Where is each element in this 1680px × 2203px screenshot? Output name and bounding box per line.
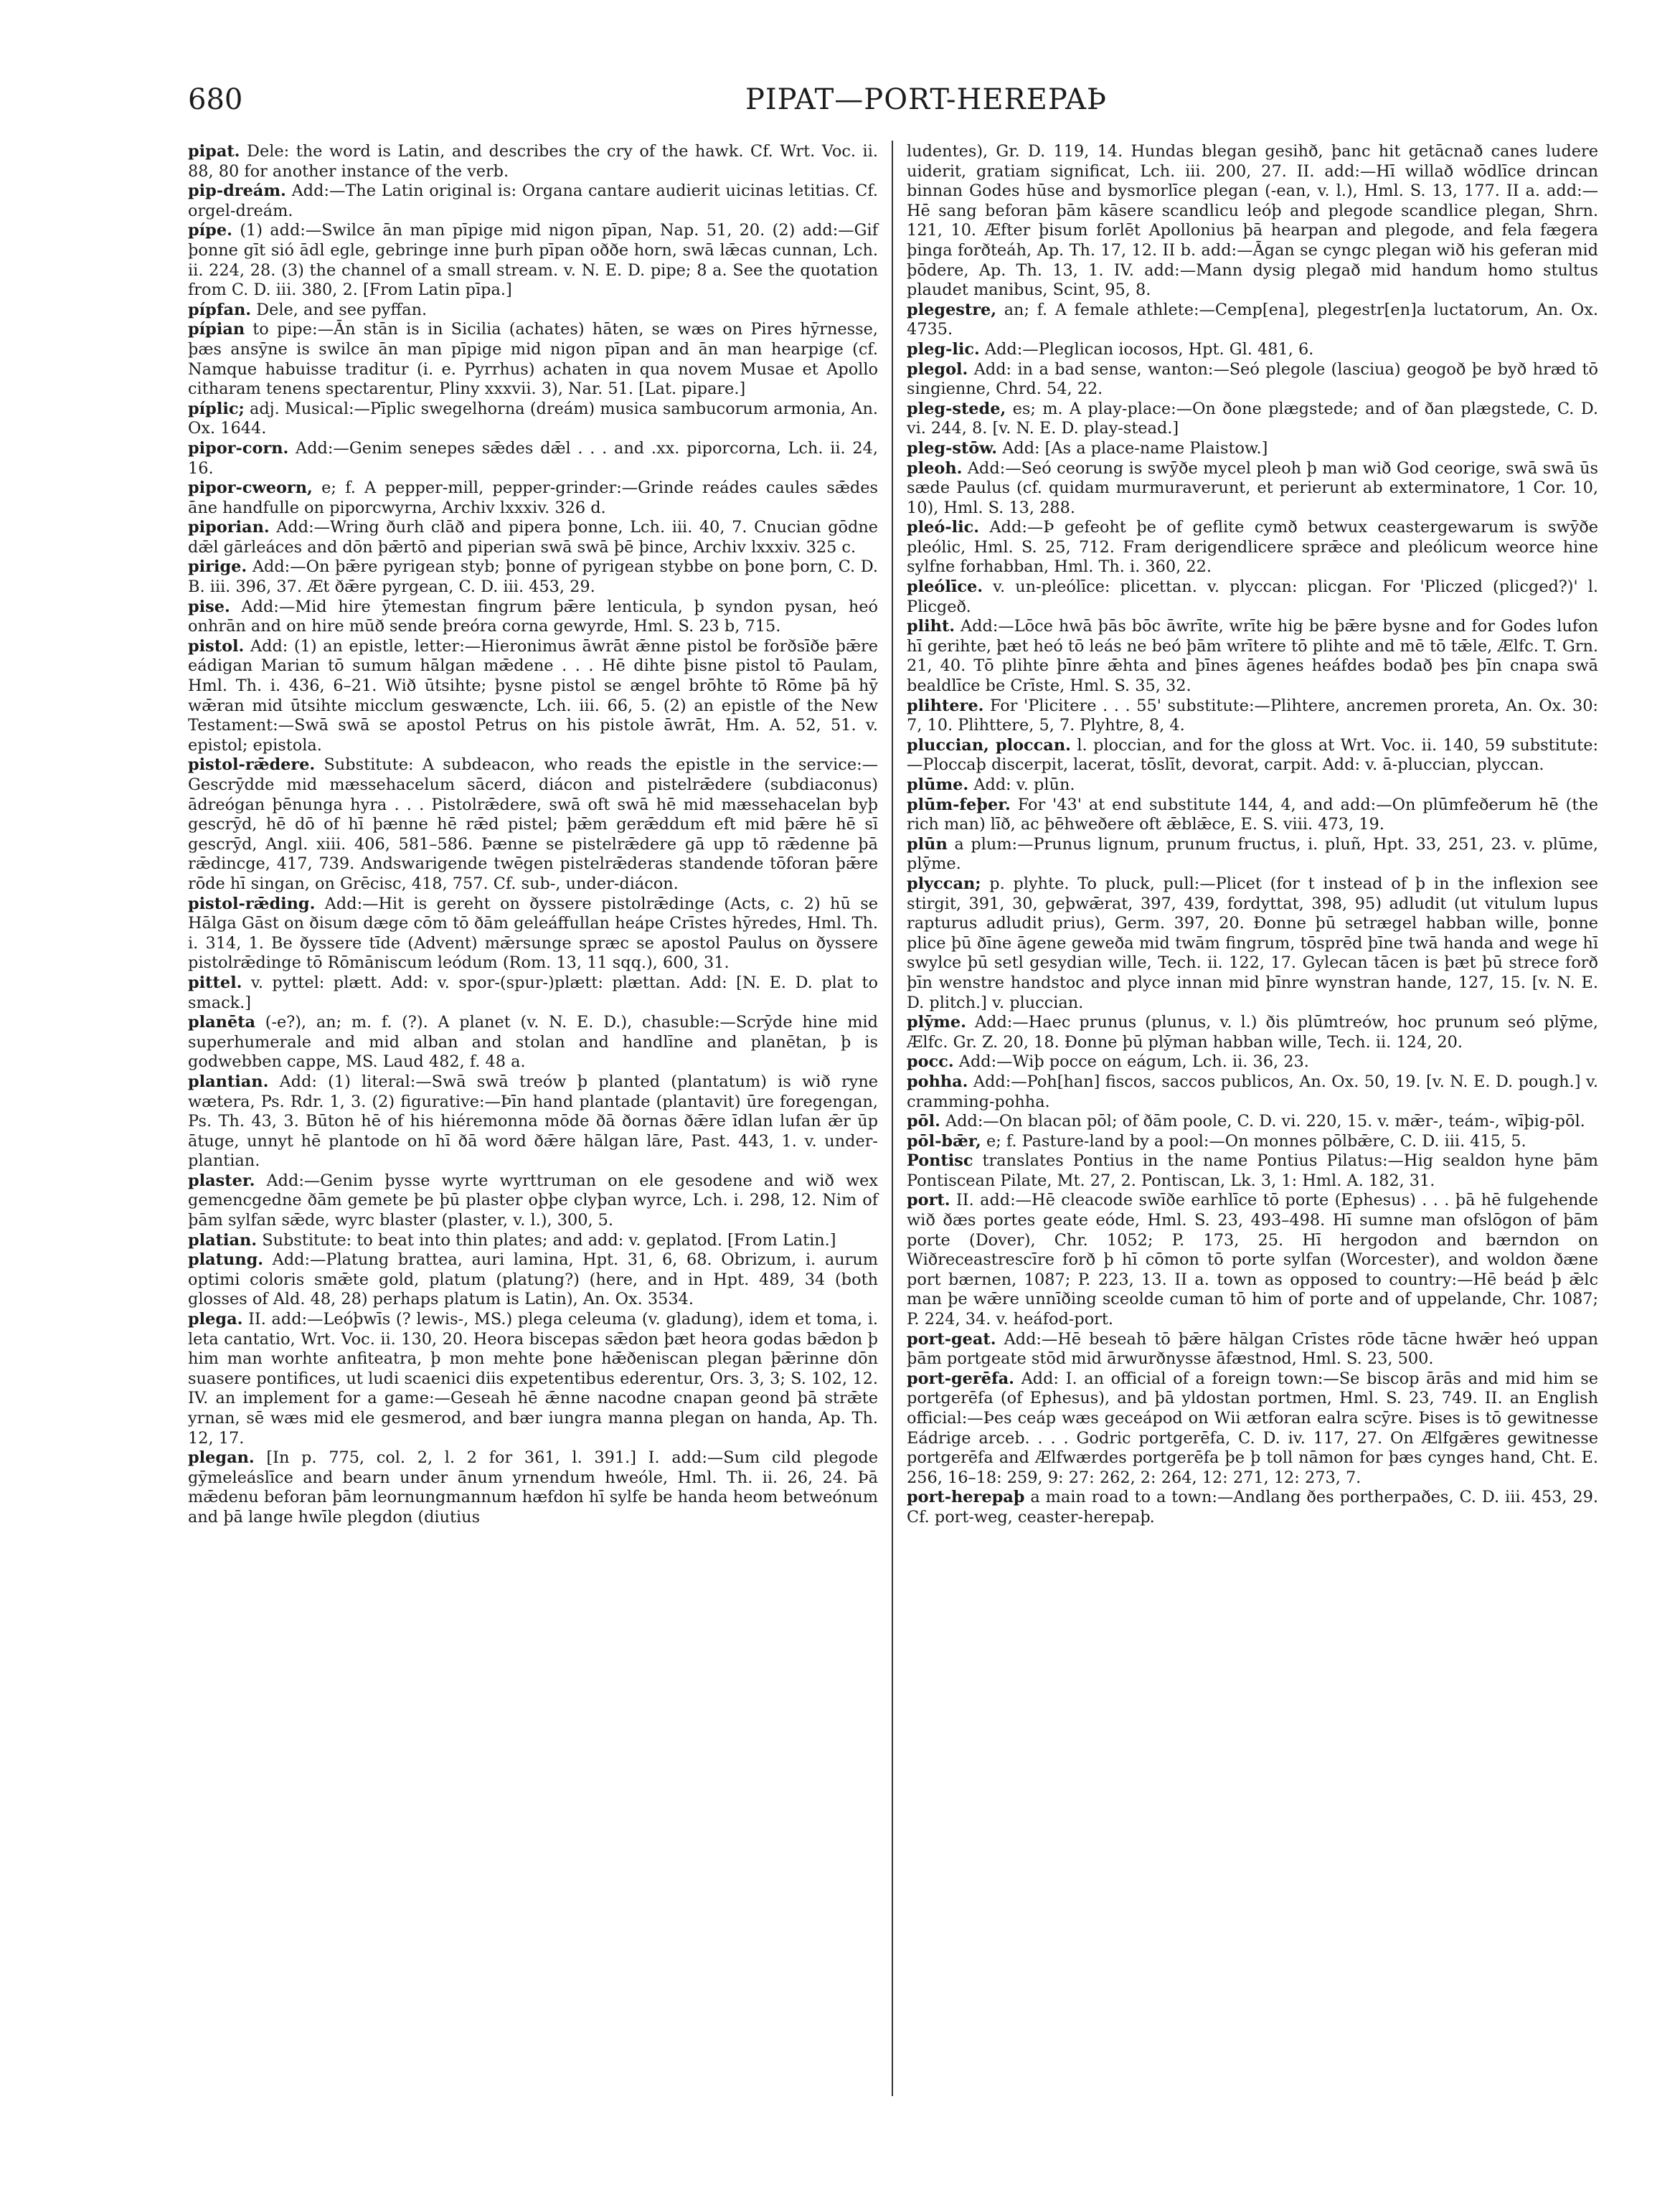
left-column [188,142,878,1528]
entry-headword: pohha. [907,1072,968,1091]
entry-text: Add:—On þǣre pyrigean styb; þonne of pyrigean stybbe on þone þorn, C. D. B. iii. 396, 37. Æt ðǣre pyrgean, C. D. iii. 453, 29. [188,557,878,597]
entry-text: II. add:—Hē cleacode swīðe earhlīce tō porte (Ephesus) . . . þā hē fulgehende wið ðæs portes geate eóde, Hml. S. 23, 493–498. Hī sumne man ofslōgon of þām porte (Dover), Chr. 1052; P. 173, 25. Hī hergodon and bærndon on Wiðreceastrescīre forð þ hī cōmon tō porte sylfan (Worcester), and woldon ðæne port bærnen, 1087; P. 223, 13. II a. town as opposed to country:—Hē beád þ ǣlc man þe wǣre unnīðing sceolde cuman tō him of porte and of uppelande, Chr. 1087; P. 224, 34. v. heáfod-port. [907,1191,1598,1329]
dictionary-entry [188,1231,878,1251]
entry-headword: port. [907,1191,950,1210]
entry-text: Add:—Wiþ pocce on eágum, Lch. ii. 36, 23. [958,1052,1309,1072]
dictionary-entry [188,1448,878,1527]
entry-text: a plum:—Prunus lignum, prunum fructus, i. pluñ, Hpt. 33, 251, 23. v. plūme, plȳme. [907,834,1598,874]
dictionary-entry [907,1052,1598,1072]
entry-headword: pleó-lic. [907,518,980,537]
entry-headword: pirige. [188,557,247,577]
page-number: 680 [188,83,243,116]
entry-headword: pípian [188,320,245,339]
entry-text: an; f. A female athlete:—Cemp[ena], plegestr[en]a luctatorum, An. Ox. 4735. [907,300,1599,339]
entry-text: e; f. A pepper-mill, pepper-grinder:—Grinde reádes caules sǣdes āne handfulle on piporcwyrna, Archiv lxxxiv. 326 d. [188,478,878,517]
entry-text: Add:—Wring ðurh clāð and pipera þonne, Lch. iii. 40, 7. Cnucian gōdne dǣl gārleáces and dōn þǣrtō and piperian swā swā þē þince, Archiv lxxxiv. 325 c. [188,518,879,557]
entry-headword: plyccan; [907,874,981,893]
entry-headword: pleg-stōw. [907,438,998,458]
entry-text: v. un-pleólīce: plicettan. v. plyccan: plicgan. For 'Pliczed (plicged?)' l. Plicgeð. [907,577,1598,616]
entry-text: For 'Plicitere . . . 55' substitute:—Plihtere, ancremen proreta, An. Ox. 30: 7, 10. Plihttere, 5, 7. Plyhtre, 8, 4. [907,696,1598,735]
entry-headword: pōl-bǣr, [907,1131,981,1151]
entry-text: Add:—On blacan pōl; of ðām poole, C. D. vi. 220, 15. v. mǣr-, teám-, wīþig-pōl. [945,1112,1585,1131]
dictionary-entry [907,577,1598,617]
entry-headword: planēta [188,1013,256,1032]
dictionary-entry [188,1310,878,1448]
dictionary-entry [907,1072,1598,1112]
entry-text: e; f. Pasture-land by a pool:—On monnes pōlbǣre, C. D. iii. 415, 5. [986,1131,1526,1151]
entry-text: Add:—Genim þysse wyrte wyrttruman on ele gesodene and wið wex gemencgedne ðām gemete þe þū plaster oþþe clyþan wyrce, Lch. i. 298, 12. Nim of þām sylfan sǣde, wyrc blaster (plaster, v. l.), 300, 5. [188,1171,878,1230]
entry-headword: plūme. [907,775,969,794]
dictionary-entry [907,736,1598,775]
entry-text: [In p. 775, col. 2, l. 2 for 361, l. 391.] I. add:—Sum cild plegode gȳmeleáslīce and bearn under ānum yrnendum hweóle, Hml. Th. ii. 26, 24. Þā mǣdenu beforan þām leornungmannum hæfdon hī sylfe be handa heom betweónum and þā lange hwīle plegdon (diutius [188,1448,878,1527]
dictionary-entry [907,775,1598,796]
dictionary-entry [188,1171,878,1231]
dictionary-entry [907,1191,1598,1329]
dictionary-entry [188,637,878,756]
dictionary-entry [188,320,878,399]
entry-headword: pocc. [907,1052,954,1072]
entry-headword: plaster. [188,1171,255,1190]
entry-headword: pistol. [188,636,245,656]
entry-headword: port-gerēfa. [907,1369,1014,1388]
dictionary-entry [188,973,878,1013]
entry-headword: pip-dreám. [188,181,286,201]
dictionary-entry [188,895,878,973]
dictionary-entry [188,400,878,439]
entry-headword: pípfan. [188,300,252,319]
entry-text: v. pyttel: plætt. Add: v. spor-(spur-)plætt: plættan. Add: [N. E. D. plat to smack.] [188,973,878,1012]
dictionary-entry [907,439,1598,459]
dictionary-entry [907,1132,1598,1152]
entry-headword: piporian. [188,518,270,537]
entry-text: Add:—Þ gefeoht þe of geflite cymð betwux ceastergewarum is swȳðe pleólic, Hml. S. 25, 712. Fram derigendlicere sprǣce and pleólicum weorce hine sylfne forhabban, Hml. Th. i. 360, 22. [907,518,1598,577]
entry-headword: pipor-cweorn, [188,478,313,498]
entry-text: Substitute: A subdeacon, who reads the epistle in the service:—Gescrȳdde mid mæssehacelum sācerd, diácon and pistelrǣdere (subdiaconus) ādreógan þēnunga hyra . . . Pistolrǣdere, swā oft swā hē mid mæssehacelan byþ gescrȳd, hē dō of hī þænne hē rǣd pistel; þǣm gerǣddum eft mid þǣre hē sī gescrȳd, Angl. xiii. 406, 581–586. Þænne se pistelrǣdere gā upp tō rǣdenne þā rǣdincge, 417, 739. Andswarigende twēgen pistelrǣderas standende tōforan þǣre rōde hī singan, on Grēcisc, 418, 757. Cf. sub-, under-diácon. [188,755,878,893]
entry-text: Add: (1) literal:—Swā swā treów þ planted (plantatum) is wið ryne wætera, Ps. Rdr. 1, 3. (2) figurative:—Þīn hand plantade (plantavit) ūre foregengan, Ps. Th. 43, 3. Būton hē of his hiéremonna mōde ðā ðornas ðǣre īdlan lufan ǣr ūp ātuge, unnyt hē plantode on hī ðā word ðǣre hālgan lāre, Past. 443, 1. v. under-plantian. [188,1072,878,1171]
entry-headword: plegan. [188,1448,255,1468]
entry-headword: platian. [188,1230,258,1250]
dictionary-entry [188,1013,878,1072]
entry-text: II. add:—Leóþwīs (? lewis-, MS.) plega celeuma (v. gladung), idem et toma, i. leta cantatio, Wrt. Voc. ii. 130, 20. Heora biscepas sǣdon þæt heora godas bǣdon þ him man worhte anfiteatra, þ mon mehte þone hǣðeniscan plegan þǣrinne dōn suasere pontifices, ut ludi scaenici diis expetentibus ederentur, Ors. 3, 3; S. 102, 12. IV. an implement for a game:—Geseah hē ǣnne nacodne cnapan geond þā strǣte yrnan, sē wæs mid ele gesmerod, and bær iungra manna plegan on handa, Ap. Th. 12, 17. [188,1310,878,1448]
entry-text: For '43' at end substitute 144, 4, and add:—On plūmfeðerum hē (the rich man) līð, ac þēhweðere oft ǣblǣce, E. S. viii. 473, 19. [907,795,1598,834]
entry-text: Add: in a bad sense, wanton:—Seó plegole (lasciua) geogoð þe byð hræd tō singienne, Chrd. 54, 22. [907,359,1598,399]
entry-headword: plūm-feþer. [907,795,1011,814]
running-head: PIPAT—PORT-HEREPAÞ [745,83,1108,116]
dictionary-entry [907,617,1598,696]
entry-text: Add: [As a place-name Plaistow.] [1002,438,1268,458]
entry-text: ludentes), Gr. D. 119, 14. Hundas blegan gesihð, þanc hit getācnað canes ludere uiderit, gratiam significat, Lch. iii. 200, 27. II. add:—Hī willað wōdlīce drincan binnan Godes hūse and bysmorlīce plegan (-ean, v. l.), Hml. S. 13, 177. II a. add:—Hē sang beforan þām kāsere scandlicu leóþ and plegode scandlice plegan, Shrn. 121, 10. Æfter þisum forlēt Apollonius þā hearpan and plegode, and fela fægera þinga forðteáh, Ap. Th. 17, 12. II b. add:—Āgan se cyngc plegan wið his geferan mid þōdere, Ap. Th. 13, 1. IV. add:—Mann dysig plegað mid handum homo stultus plaudet manibus, Scint, 95, 8. [907,142,1598,300]
entry-headword: plihtere. [907,696,984,715]
dictionary-entry [188,439,878,478]
entry-text: Substitute: to beat into thin plates; and add: v. geplatod. [From Latin.] [262,1230,836,1250]
entry-text: Add:—The Latin original is: Organa cantare audierit uicinas letitias. Cf. orgel-dreám. [188,181,878,220]
entry-headword: pleoh. [907,458,963,478]
entry-text: p. plyhte. To pluck, pull:—Plicet (for t instead of þ in the inflexion see stirgit, 391, 30, geþwǣrat, 397, 439, fordyttat, 398, 95) adludit (ut vitulum lupus rapturus adludit prius), Germ. 397, 20. Ðonne þū setrægel habban wille, þonne plice þū ðīne āgene geweða mid twām fingrum, tōsprēd þīne twā handa and wege hī swylce þū setl gesydian wille, Tech. ii. 122, 17. Gylecan tācen is þæt þū strece forð þīn wenstre handstoc and plyce innan mid þīnre wynstran hande, 127, 15. [v. N. E. D. plitch.] v. pluccian. [907,874,1598,1012]
entry-headword: píplic; [188,399,245,418]
entry-text: l. ploccian, and for the gloss at Wrt. Voc. ii. 140, 59 substitute:—Ploccaþ discerpit, lacerat, tōslīt, devorat, carpit. Add: v. ā-pluccian, plyccan. [907,735,1598,775]
dictionary-entry [188,1072,878,1171]
entry-headword: pittel. [188,973,242,992]
entry-headword: port-geat. [907,1329,996,1349]
entry-headword: pōl. [907,1112,940,1131]
entry-text: to pipe:—Ān stān is in Sicilia (achates) hāten, se wæs on Pires hȳrnesse, þæs ansȳne is swilce ān man pīpige mid nigon pīpan and ān man hearpige (cf. Namque habuisse traditur (i. e. Pyrrhus) achaten in qua novem Musae et Apollo citharam tenens spectarentur, Pliny xxxvii. 3), Nar. 51. [Lat. pipare.] [188,320,878,399]
entry-text: Add:—Platung brattea, auri lamina, Hpt. 31, 6, 68. Obrizum, i. aurum optimi coloris smǣte gold, platum (platung?) (here, and in Hpt. 489, 34 (both glosses of Ald. 48, 28) perhaps platum is Latin), An. Ox. 3534. [188,1250,878,1309]
entry-text: Add: I. an official of a foreign town:—Se biscop ārās and mid him se portgerēfa (of Ephesus), and þā yldostan portmen, Hml. S. 23, 749. II. an English official:—Þes ceáp wæs geceápod on Wii ætforan ealra scȳre. Þises is tō gewitnesse Eádrige arceb. . . . Godric portgerēfa, C. D. iv. 117, 27. On Ælfgǣres gewitnesse portgerēfa and Ælfwærdes portgerēfa þe þ toll nāmon for þæs cynges hand, Cht. E. 256, 16–18: 259, 9: 27: 262, 2: 264, 12: 271, 12: 273, 7. [907,1369,1598,1487]
entry-headword: plȳme. [907,1013,966,1032]
dictionary-entry [907,1151,1598,1191]
dictionary-entry [188,478,878,518]
entry-headword: plantian. [188,1072,269,1091]
dictionary-entry [907,1369,1598,1489]
dictionary-entry [188,181,878,221]
entry-headword: pípe. [188,221,232,240]
dictionary-entry [188,221,878,300]
entry-headword: pleólīce. [907,577,983,597]
entry-text: (-e?), an; m. f. (?). A planet (v. N. E. D.), chasuble:—Scrȳde hine mid superhumerale and mid alban and stolan and handlīne and planētan, þ is godwebben cappe, MS. Laud 482, f. 48 a. [188,1013,878,1072]
dictionary-entry [188,557,878,597]
dictionary-entry [907,697,1598,736]
entry-headword: port-herepaþ [907,1488,1025,1507]
dictionary-entry [907,1112,1598,1132]
right-column [907,142,1598,1528]
dictionary-entry [907,301,1598,340]
entry-text: Add:—Seó ceorung is swȳðe mycel pleoh þ man wið God ceorige, swā swā ūs sæde Paulus (cf. quidam murmuraverunt, et perierunt ab exterminatore, 1 Cor. 10, 10), Hml. S. 13, 288. [907,458,1598,517]
dictionary-entry [907,1013,1598,1052]
dictionary-entry [188,1250,878,1310]
entry-text: Dele, and see pyffan. [256,300,428,319]
dictionary-entry [907,360,1598,400]
entry-headword: pistol-rǣding. [188,894,316,913]
entry-text: Add:—Genim senepes sǣdes dǣl . . . and .xx. piporcorna, Lch. ii. 24, 16. [188,438,879,478]
entry-headword: pliht. [907,617,955,636]
entry-headword: pistol-rǣdere. [188,755,316,775]
entry-headword: pleg-lic. [907,339,980,359]
entry-text: adj. Musical:—Pīplic swegelhorna (dreám) musica sambucorum armonia, An. Ox. 1644. [188,399,878,438]
entry-text: a main road to a town:—Andlang ðes portherpaðes, C. D. iii. 453, 29. Cf. port-weg, ceaster-herepaþ. [907,1488,1598,1527]
entry-text: (1) add:—Swilce ān man pīpige mid nigon pīpan, Nap. 51, 20. (2) add:—Gif þonne gīt sió ādl egle, gebringe inne þurh pīpan oððe horn, swā lǣcas cunnan, Lch. ii. 224, 28. (3) the channel of a small stream. v. N. E. D. pipe; 8 a. See the quotation from C. D. iii. 380, 2. [From Latin pīpa.] [188,221,878,300]
entry-headword: pipor-corn. [188,438,289,458]
dictionary-entry [907,518,1598,577]
entry-text: Add:—Poh[han] fiscos, saccos publicos, An. Ox. 50, 19. [v. N. E. D. pough.] v. cramming-pohha. [907,1072,1598,1111]
entry-headword: platung. [188,1250,264,1270]
entry-headword: plega. [188,1310,243,1329]
column-divider [892,141,893,2096]
dictionary-entry [907,400,1598,439]
entry-text: Dele: the word is Latin, and describes the cry of the hawk. Cf. Wrt. Voc. ii. 88, 80 for another instance of the verb. [188,142,878,181]
entry-text: Add: v. plūn. [973,775,1075,794]
dictionary-entry [188,142,878,181]
entry-headword: pipat. [188,142,240,161]
dictionary-entry [188,755,878,894]
entry-headword: plūn [907,834,948,854]
entry-headword: Pontisc [907,1151,973,1171]
entry-text: Add:—Haec prunus (plunus, v. l.) ðis plūmtreów, hoc prunum seó plȳme, Ælfc. Gr. Z. 20, 18. Ðonne þū plȳman habban wille, Tech. ii. 124, 20. [907,1013,1598,1052]
dictionary-entry [188,301,878,321]
dictionary-entry [907,459,1598,519]
dictionary-entry [907,1488,1598,1527]
entry-text: translates Pontius in the name Pontius Pilatus:—Hig sealdon hyne þām Pontiscean Pilate, Mt. 27, 2. Pontiscan, Lk. 3, 1: Hml. A. 182, 31. [907,1151,1598,1190]
entry-text: Add:—Mid hire ȳtemestan fingrum þǣre lenticula, þ syndon pysan, heó onhrān and on hire mūð sende þreóra corna gewyrde, Hml. S. 23 b, 715. [188,597,878,636]
entry-headword: plegestre, [907,300,997,319]
entry-text: Add: (1) an epistle, letter:—Hieronimus āwrāt ǣnne pistol be forðsīðe þǣre eádigan Marian tō sumum hālgan mǣdene . . . Hē dihte þisne pistol tō Paulam, Hml. Th. i. 436, 6–21. Wið ūtsihte; þysne pistol se ængel brōhte tō Rōme þā hȳ wǣran mid ūtsihte micclum geswæncte, Lch. iii. 66, 5. (2) an epistle of the New Testament:—Swā swā se apostol Petrus on his pistole āwrāt, Hm. A. 52, 51. v. epistol; epistola. [188,636,878,755]
entry-text: Add:—Lōce hwā þās bōc āwrīte, wrīte hig be þǣre bysne and for Godes lufon hī gerihte, þæt heó tō leás ne beó þām wrītere tō plihte and mē tō tǣle, Ælfc. T. Grn. 21, 40. Tō plihte þīnre ǣhta and þīnes āgenes heáfdes bodað þes þīn cnapa swā bealdlīce be Crīste, Hml. S. 35, 32. [907,617,1598,696]
dictionary-entry [907,1330,1598,1369]
entry-text: es; m. A play-place:—On ðone plægstede; and of ðan plægstede, C. D. vi. 244, 8. [v. N. E. D. play-stead.] [907,399,1598,438]
dictionary-entry [907,340,1598,360]
dictionary-entry [907,835,1598,874]
dictionary-entry [907,142,1598,301]
dictionary-entry [907,796,1598,835]
entry-headword: plegol. [907,359,968,379]
dictionary-entry [907,874,1598,1013]
entry-headword: pluccian, ploccan. [907,735,1071,755]
entry-text: Add:—Pleglican iocosos, Hpt. Gl. 481, 6. [984,339,1314,359]
entry-text: Add:—Hē beseah tō þǣre hālgan Crīstes rōde tācne hwǣr heó uppan þām portgeate stōd mid ārwurðnysse āfæstnod, Hml. S. 23, 500. [907,1329,1598,1369]
dictionary-entry [188,598,878,637]
dictionary-entry [188,518,878,557]
entry-headword: pise. [188,597,230,616]
entry-text: Add:—Hit is gereht on ðyssere pistolrǣdinge (Acts, c. 2) hū se Hālga Gāst on ðisum dæge cōm tō ðām geleáffullan heápe Crīstes hȳredes, Hml. Th. i. 314, 1. Be ðyssere tīde (Advent) mǣrsunge spræc se apostol Paulus on ðyssere pistolrǣdinge tō Rōmāniscum leódum (Rom. 13, 11 sqq.), 600, 31. [188,894,878,973]
entry-headword: pleg-stede, [907,399,1006,418]
